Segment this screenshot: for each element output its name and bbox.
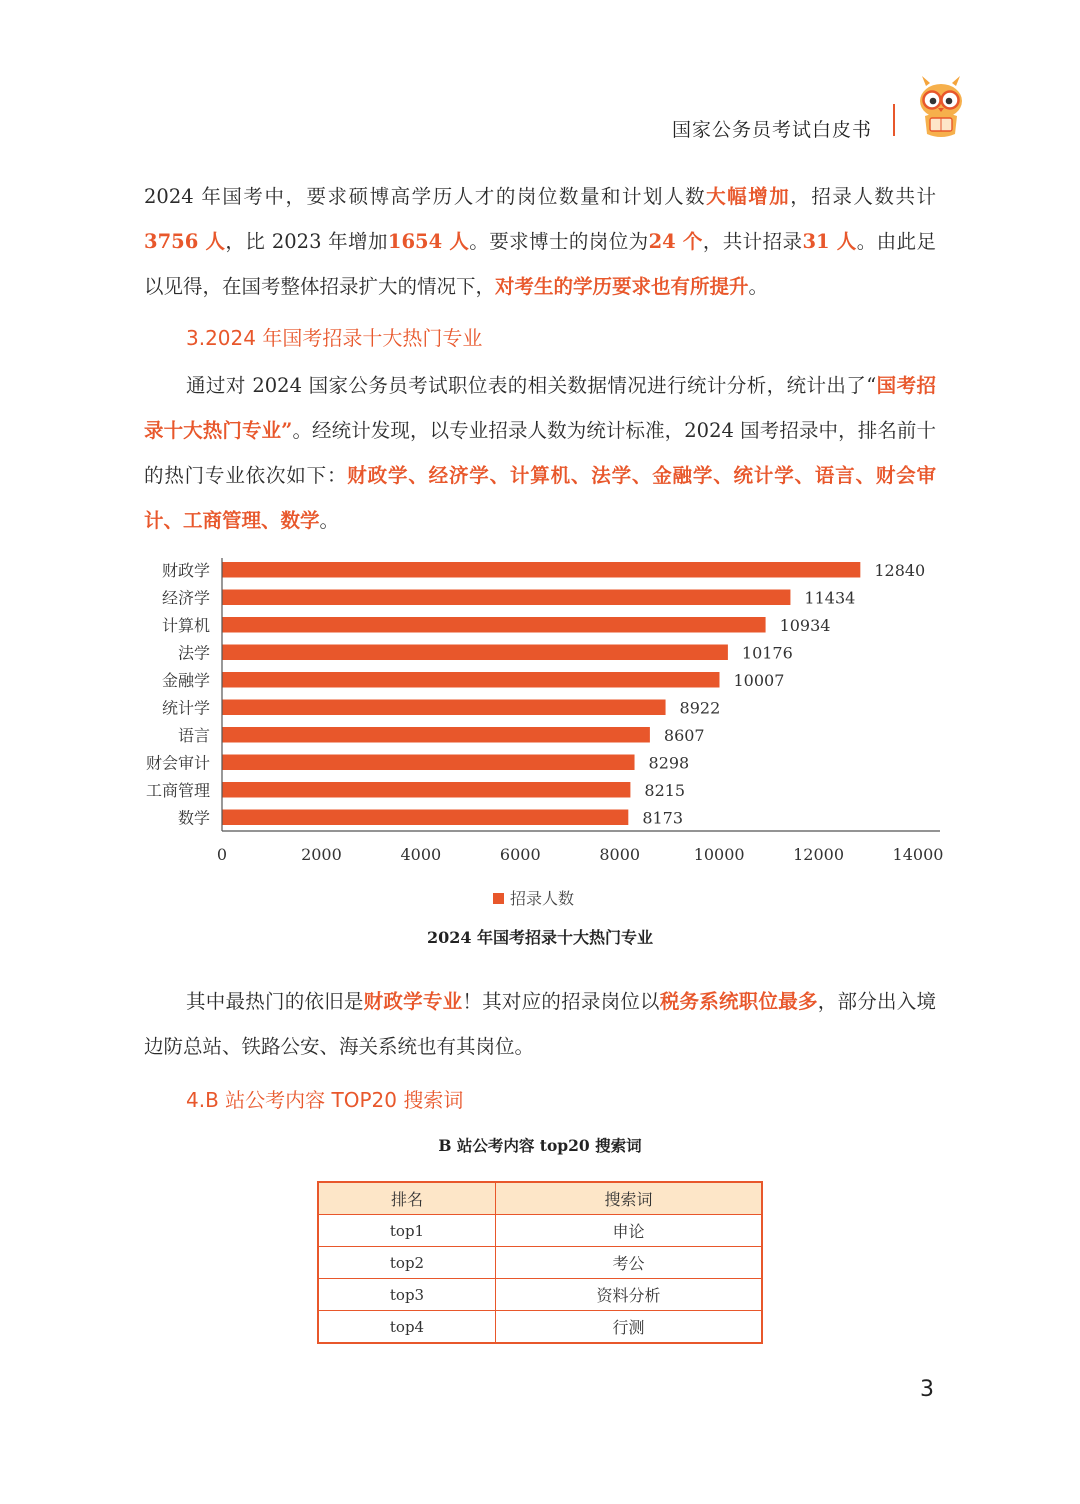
highlighted-text: 3756 人	[144, 230, 226, 253]
tick-label: 8000	[599, 845, 641, 864]
highlighted-text: 31 人	[802, 230, 857, 253]
bar	[222, 672, 719, 688]
highlighted-text: 大幅增加	[706, 185, 791, 208]
rank-cell: top2	[318, 1247, 496, 1279]
category-label: 计算机	[161, 615, 210, 635]
body-text: ，共计招录	[702, 230, 803, 253]
data-label: 8215	[644, 780, 686, 800]
page-number: 3	[920, 1377, 934, 1402]
body-text: 2024 年国考中，要求硕博高学历人才的岗位数量和计划人数	[144, 185, 707, 208]
tick-label: 6000	[499, 845, 541, 864]
tick-label: 4000	[400, 845, 442, 864]
body-text: 通过对 2024 国家公务员考试职位表的相关数据情况进行统计分析，统计出了“	[186, 374, 877, 397]
bar	[222, 782, 630, 798]
data-label: 10176	[741, 643, 793, 663]
body-text: ，比 2023 年增加	[225, 230, 388, 253]
body-text: ！其对应的招录岗位以	[462, 990, 660, 1013]
top10-majors-bar-chart	[130, 552, 950, 922]
tick-label: 2000	[301, 845, 342, 864]
category-label: 法学	[177, 643, 210, 663]
highlighted-text: 对考生的学历要求也有所提升	[495, 275, 749, 298]
bar	[222, 590, 790, 606]
body-text: ，部分出入境边防总站、铁路公安、海关系统也有其岗位。	[144, 990, 936, 1058]
rank-cell: top4	[318, 1311, 496, 1344]
data-label: 8173	[642, 808, 684, 828]
bars	[222, 562, 860, 828]
document-header-title: 国家公务员考试白皮书	[671, 119, 872, 141]
bar	[222, 645, 728, 661]
table-row	[318, 1247, 762, 1279]
body-text: 。由此足以见得，在国考整体招录扩大的情况下，	[144, 230, 936, 298]
table-row	[318, 1279, 762, 1311]
legend-swatch	[493, 893, 504, 904]
section-title-bilibili-search: 4.B 站公考内容 TOP20 搜索词	[186, 1088, 464, 1112]
section-title-top10-majors: 3.2024 年国考招录十大热门专业	[186, 326, 483, 350]
tick-label: 0	[216, 845, 228, 864]
bar	[222, 562, 860, 578]
bar	[222, 755, 635, 771]
highlighted-text: 税务系统职位最多	[659, 990, 818, 1013]
category-label: 统计学	[161, 698, 210, 718]
data-label: 11434	[804, 588, 856, 608]
tick-label: 14000	[892, 845, 944, 864]
highlighted-text: 1654 人	[387, 230, 470, 253]
body-text: 其中最热门的依旧是	[186, 990, 364, 1013]
paragraph-top10-majors	[144, 363, 936, 543]
rank-cell: top3	[318, 1279, 496, 1311]
category-label: 财政学	[161, 560, 210, 580]
category-label: 工商管理	[145, 780, 210, 800]
data-label: 10007	[733, 670, 785, 690]
search-term-cell: 行测	[496, 1311, 763, 1344]
category-label: 财会审计	[145, 753, 210, 773]
x-tick-labels	[217, 845, 944, 864]
header-search-term: 搜索词	[496, 1182, 763, 1215]
table-title: B 站公考内容 top20 搜索词	[438, 1136, 642, 1155]
tick-label: 10000	[693, 845, 745, 864]
body-text: 。要求博士的岗位为	[469, 230, 649, 253]
data-label: 8922	[679, 698, 721, 718]
search-term-cell: 考公	[496, 1247, 763, 1279]
paragraph-most-popular-major	[144, 979, 936, 1069]
category-label: 数学	[177, 808, 210, 828]
highlighted-text: 国考招录十大热门专业”	[144, 374, 936, 442]
highlighted-text: 财政学、经济学、计算机、法学、金融学、统计学、语言、财会审计、工商管理、数学	[144, 464, 936, 532]
bar	[222, 617, 766, 633]
data-label: 12840	[874, 560, 926, 580]
search-terms-table	[317, 1181, 763, 1344]
owl-mascot-icon	[912, 74, 970, 140]
search-term-cell: 申论	[496, 1215, 763, 1247]
table-header-row	[318, 1182, 762, 1215]
legend-label: 招录人数	[510, 889, 575, 908]
category-label: 经济学	[161, 588, 210, 608]
header-divider	[893, 104, 895, 136]
data-label: 10934	[779, 615, 831, 635]
body-text: ，招录人数共计	[790, 185, 936, 208]
table-row	[318, 1311, 762, 1344]
category-labels	[146, 561, 210, 828]
body-text: 。	[748, 275, 769, 298]
highlighted-text: 24 个	[648, 230, 703, 253]
data-label: 8298	[648, 753, 690, 773]
chart-caption: 2024 年国考招录十大热门专业	[426, 928, 654, 947]
highlighted-text: 财政学专业	[363, 990, 463, 1013]
tick-label: 12000	[793, 845, 845, 864]
category-label: 金融学	[161, 670, 210, 690]
bar	[222, 700, 666, 716]
table-row	[318, 1215, 762, 1247]
rank-cell: top1	[318, 1215, 496, 1247]
paragraph-degree-requirements	[144, 174, 936, 309]
data-label: 8607	[663, 725, 705, 745]
bar	[222, 727, 650, 743]
search-term-cell: 资料分析	[496, 1279, 763, 1311]
category-label: 语言	[177, 725, 210, 745]
header-rank: 排名	[318, 1182, 496, 1215]
body-text: 。	[319, 509, 340, 532]
bar	[222, 810, 628, 826]
body-text: 。经统计发现，以专业招录人数为统计标准，2024 国考招录中，排名前十的热门专业依次如下：	[144, 419, 937, 487]
